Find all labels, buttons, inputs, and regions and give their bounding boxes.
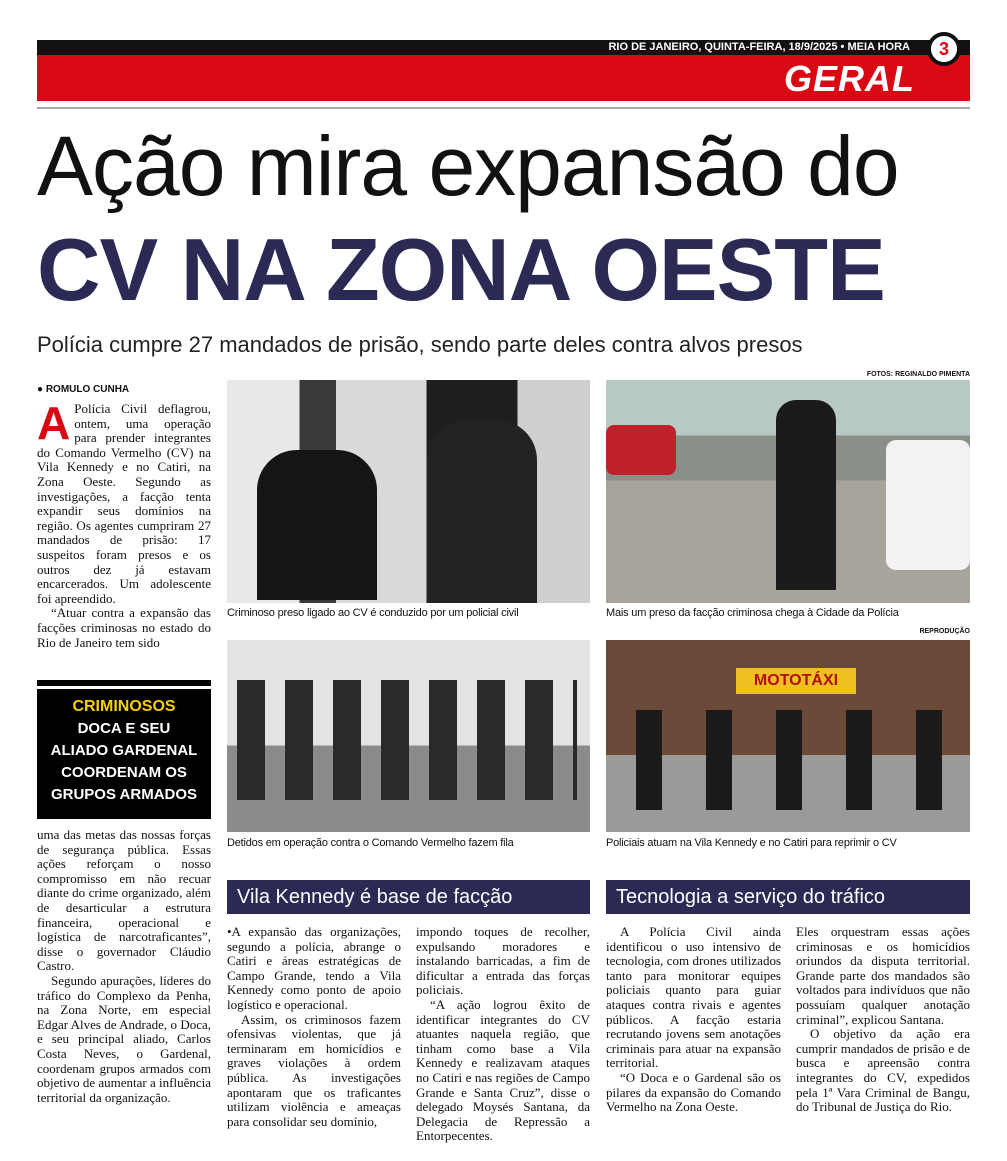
section-heading: Vila Kennedy é base de facção — [227, 880, 590, 914]
headline-line1: Ação mira expansão do — [37, 119, 899, 213]
paragraph: O objetivo da ação era cumprir mandados de prisão e de busca e apreensão contra integrantes do CV, expedidos pela 1ª Vara Criminal de Bangu, do Tribunal de Justiça do Rio. — [796, 1026, 970, 1115]
byline: ● ROMULO CUNHA — [37, 384, 130, 395]
photo-police-city — [606, 380, 970, 603]
subtitle: Polícia cumpre 27 mandados de prisão, sendo parte deles contra alvos presos — [37, 332, 803, 357]
photo-arrest — [227, 380, 590, 603]
article-column — [416, 925, 590, 1144]
paragraph: A Polícia Civil ainda identificou o uso intensivo de tecnologia, com drones utilizados tanto para monitorar equipes policiais quanto para guiar ataques contra rivais e agentes públicos. A facção estaria recrutando jovens sem anotações criminais para atuar na expansão territorial. — [606, 924, 781, 1071]
paragraph: Segundo apurações, líderes do tráfico do Complexo da Penha, na Zona Norte, em especial Edgar Alves de Andrade, o Doca, e seu principal aliado, Carlos Costa Neves, o Gardenal, coordenam grupos armados com objetivo de aumentar a influência territorial da organização. — [37, 972, 211, 1105]
photo-caption: Detidos em operação contra o Comando Vermelho fazem fila — [227, 837, 514, 849]
article-column — [227, 925, 401, 1129]
photo-caption: Criminoso preso ligado ao CV é conduzido por um policial civil — [227, 607, 519, 619]
paragraph: •A expansão das organizações, segundo a polícia, abrange o Catiri e áreas estratégicas de Campo Grande, tendo a Vila Kennedy como ponto de apoio logístico e operacional. — [227, 924, 401, 1012]
paragraph: impondo toques de recolher, expulsando moradores e instalando barricadas, a fim de dificultar a entrada das forças policiais. — [416, 924, 590, 998]
callout-line: DOCA E SEU — [77, 720, 171, 737]
paragraph: Assim, os criminosos fazem ofensivas violentas, que já terminaram em homicídios e graves violações à ordem pública. As investigações apontaram que os traficantes utilizam violência e ameaças para consolidar seu domínio, — [227, 1011, 401, 1129]
callout-line: ALIADO GARDENAL — [50, 742, 198, 759]
paragraph: “A ação logrou êxito de identificar integrantes do CV atuantes naquela região, que tinham como base a Vila Kennedy e realizavam ataques no Catiri e nas regiões de Campo Grande e Santa Cruz”, disse o delegado Moysés Santana, da Delegacia de Repressão a Entorpecentes. — [416, 996, 590, 1144]
callout-kicker: CRIMINOSOS — [72, 698, 176, 715]
section-title: GERAL — [784, 58, 915, 99]
paragraph: Eles orquestram essas ações criminosas e os homicídios oriundos da disputa territorial. Grande parte dos mandados são voltados para indivíduos que não possuíam qualquer anotação criminal”, explicou Santana. — [796, 924, 970, 1027]
article-column — [796, 925, 970, 1115]
drop-cap: A — [37, 397, 71, 449]
photo-caption: Mais um preso da facção criminosa chega à Cidade da Polícia — [606, 607, 899, 619]
article-column-1-cont — [37, 828, 211, 1105]
photo-caption: Policiais atuam na Vila Kennedy e no Catiri para reprimir o CV — [606, 837, 897, 849]
headline-line2: CV NA ZONA OESTE — [37, 220, 885, 319]
callout-line: GRUPOS ARMADOS — [50, 786, 198, 803]
paragraph: Polícia Civil deflagrou, ontem, uma operação para prender integrantes do Comando Vermelho (CV) na Vila Kennedy e no Catiri, na Zona Oeste. Segundo as investigações, a facção tenta expandir seus domínios na região. Os agentes cumpriram 27 mandados de prisão: 17 suspeitos foram presos e os outros dez já estavam encarcerados. Um adolescente foi apreendido. — [37, 401, 211, 606]
photo-credit: FOTOS: REGINALDO PIMENTA — [866, 371, 970, 378]
callout-line: COORDENAM OS — [61, 764, 187, 781]
mototaxi-sign: MOTOTÁXI — [736, 668, 856, 694]
paragraph: “Atuar contra a expansão das facções criminosas no estado do Rio de Janeiro tem sido — [37, 605, 211, 650]
article-column-1 — [37, 397, 211, 650]
pull-quote-box — [37, 680, 211, 822]
page-number: 3 — [927, 32, 961, 66]
paragraph: “O Doca e o Gardenal são os pilares da expansão do Comando Vermelho na Zona Oeste. — [606, 1069, 781, 1115]
dateline-bar: RIO DE JANEIRO, QUINTA-FEIRA, 18/9/2025 • MEIA HORA — [37, 40, 970, 55]
photo-credit: REPRODUÇÃO — [919, 628, 970, 635]
photo-mototaxi — [606, 640, 970, 832]
divider — [37, 107, 970, 109]
section-heading: Tecnologia a serviço do tráfico — [606, 880, 970, 914]
article-column — [606, 925, 781, 1115]
photo-detainees — [227, 640, 590, 832]
paragraph: uma das metas das nossas forças de segurança pública. Essas ações reforçam o nosso compromisso em não recuar diante do crime organizado, além de desarticular a estrutura financeira, operacional e logística de narcotraficantes”, disse o governador Cláudio Castro. — [37, 827, 211, 974]
